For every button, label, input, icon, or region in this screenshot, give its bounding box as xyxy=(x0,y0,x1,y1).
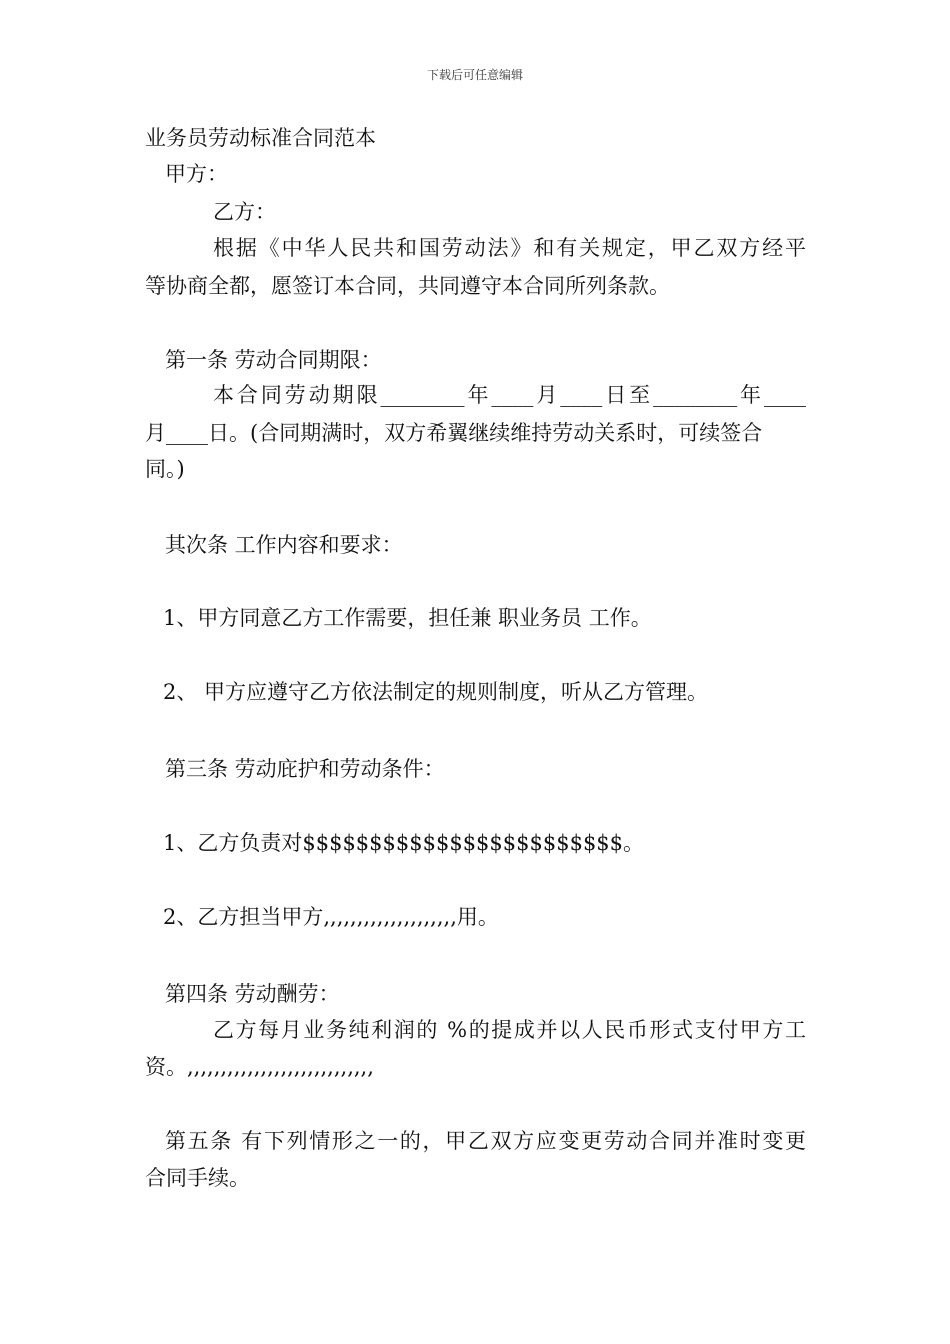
article-2-item-1: 1、甲方同意乙方工作需要，担任兼 职业务员 工作。 xyxy=(163,606,652,630)
party-b-label: 乙方： xyxy=(213,200,276,224)
article-4-line-1: 乙方每月业务纯利润的 %的提成并以人民币形式支付甲方工 xyxy=(213,1018,806,1042)
article-1-line-2: 月____日。(合同期满时，双方希翼继续维持劳动关系时，可续签合 xyxy=(145,421,763,445)
article-4-line-2: 资。,,,,,,,,,,,,,,,,,,,,,,,,,,,, xyxy=(145,1055,374,1079)
article-1-line-3: 同。) xyxy=(145,457,185,481)
intro-paragraph-line-2: 等协商全都，愿签订本合同，共同遵守本合同所列条款。 xyxy=(145,274,670,298)
article-5-line-1: 第五条 有下列情形之一的，甲乙双方应变更劳动合同并准时变更 xyxy=(165,1129,806,1153)
article-1-title: 第一条 劳动合同期限： xyxy=(165,348,382,372)
article-2-title: 其次条 工作内容和要求： xyxy=(165,533,403,557)
article-5-line-2: 合同手续。 xyxy=(145,1166,250,1190)
intro-paragraph-line-1: 根据《中华人民共和国劳动法》和有关规定，甲乙双方经平 xyxy=(213,236,806,260)
article-3-title: 第三条 劳动庇护和劳动条件： xyxy=(165,757,445,781)
article-3-item-2: 2、乙方担当甲方,,,,,,,,,,,,,,,,,,,,用。 xyxy=(163,905,499,929)
article-4-title: 第四条 劳动酬劳： xyxy=(165,982,340,1006)
article-1-line-1: 本合同劳动期限________年____月____日至________年____ xyxy=(213,383,806,407)
page-header-note: 下载后可任意编辑 xyxy=(426,68,523,82)
party-a-label: 甲方： xyxy=(165,162,228,186)
article-3-item-1: 1、乙方负责对$$$$$$$$$$$$$$$$$$$$$$$$。 xyxy=(163,831,645,855)
document-title: 业务员劳动标准合同范本 xyxy=(145,126,376,150)
article-2-item-2: 2、 甲方应遵守乙方依法制定的规则制度，听从乙方管理。 xyxy=(163,680,709,704)
